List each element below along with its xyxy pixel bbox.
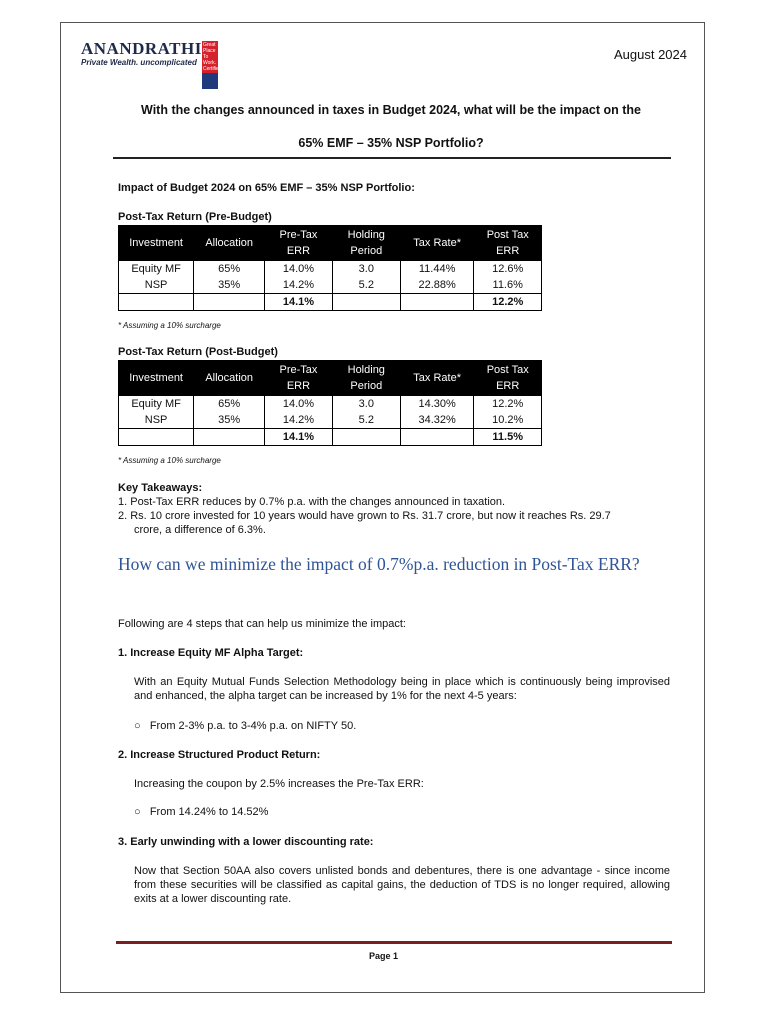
cell: Equity MF — [119, 261, 194, 278]
great-place-to-work-badge — [202, 41, 222, 89]
post-budget-caption: Post-Tax Return (Post-Budget) — [118, 346, 278, 358]
cell: 12.2% — [474, 396, 542, 413]
cell: Equity MF — [119, 396, 194, 413]
total-posttax: 12.2% — [474, 294, 542, 311]
cell: 5.2 — [332, 277, 400, 294]
cell: 22.88% — [400, 277, 474, 294]
col-investment: Investment — [119, 361, 194, 396]
col-holding-period: Holding Period — [332, 361, 400, 396]
cell: 11.44% — [400, 261, 474, 278]
total-posttax: 11.5% — [474, 429, 542, 446]
badge-cert-block — [202, 73, 218, 89]
cell: 34.32% — [400, 412, 474, 429]
title-divider — [113, 157, 671, 159]
badge-line: Certified — [203, 66, 222, 72]
page-number: Page 1 — [368, 951, 399, 961]
takeaways-title: Key Takeaways: — [118, 482, 203, 494]
takeaway-2: 2. Rs. 10 crore invested for 10 years would have grown to Rs. 31.7 crore, but now it reaches Rs. 29.7 — [118, 510, 611, 522]
col-pretax-err: Pre-Tax ERR — [265, 361, 333, 396]
cell: 14.2% — [265, 277, 333, 294]
col-posttax-err: Post Tax ERR — [474, 226, 542, 261]
company-logo — [81, 40, 202, 67]
title-line-1: With the changes announced in taxes in Budget 2024, what will be the impact on the — [141, 103, 641, 117]
bullet-circle-icon: ○ — [134, 806, 150, 818]
post-budget-note: * Assuming a 10% surcharge — [118, 456, 221, 465]
total-pretax: 14.1% — [265, 429, 333, 446]
document-page — [60, 22, 705, 993]
badge-line: Work. — [203, 60, 216, 66]
cell — [194, 294, 265, 311]
col-allocation: Allocation — [194, 361, 265, 396]
total-pretax: 14.1% — [265, 294, 333, 311]
col-investment: Investment — [119, 226, 194, 261]
cell: 65% — [194, 396, 265, 413]
cell: 65% — [194, 261, 265, 278]
cell: 14.0% — [265, 396, 333, 413]
step-1-title: 1. Increase Equity MF Alpha Target: — [118, 647, 304, 659]
cell — [400, 294, 474, 311]
step-3-text: Now that Section 50AA also covers unlisted bonds and debentures, there is one advantage - since income from these securities will be classified as capital gains, the deduction of TDS is no longer required, allowing exits at a lower discounting rate. — [134, 865, 670, 905]
badge-line: Great — [203, 42, 216, 48]
cell: 14.30% — [400, 396, 474, 413]
table-row — [119, 261, 542, 278]
footer-divider — [116, 941, 672, 944]
col-pretax-err: Pre-Tax ERR — [265, 226, 333, 261]
col-posttax-err: Post Tax ERR — [474, 361, 542, 396]
intro-text: Following are 4 steps that can help us minimize the impact: — [118, 618, 406, 630]
table-row — [119, 396, 542, 413]
pre-budget-table — [118, 225, 542, 311]
takeaway-2-cont: crore, a difference of 6.3%. — [134, 524, 266, 536]
cell: 35% — [194, 277, 265, 294]
cell — [119, 429, 194, 446]
cell — [332, 429, 400, 446]
bullet-text: From 14.24% to 14.52% — [149, 806, 269, 818]
cell — [119, 294, 194, 311]
cell: 14.2% — [265, 412, 333, 429]
badge-line: To — [203, 54, 209, 60]
col-tax-rate: Tax Rate* — [400, 226, 474, 261]
col-tax-rate: Tax Rate* — [400, 361, 474, 396]
table-row — [119, 277, 542, 294]
cell: NSP — [119, 277, 194, 294]
table-total-row — [119, 429, 542, 446]
badge-line: Place — [203, 48, 216, 54]
table-header-row — [119, 361, 542, 396]
step-2-bullet — [134, 806, 268, 818]
cell: 12.6% — [474, 261, 542, 278]
table-header-row — [119, 226, 542, 261]
cell: NSP — [119, 412, 194, 429]
cell — [194, 429, 265, 446]
step-1-bullet — [134, 720, 356, 732]
cell — [400, 429, 474, 446]
logo-tagline: Private Wealth. uncomplicated — [81, 58, 197, 67]
cell: 5.2 — [332, 412, 400, 429]
impact-heading: Impact of Budget 2024 on 65% EMF – 35% NSP Portfolio: — [118, 182, 415, 194]
col-holding-period: Holding Period — [332, 226, 400, 261]
col-allocation: Allocation — [194, 226, 265, 261]
pre-budget-caption: Post-Tax Return (Pre-Budget) — [118, 211, 272, 223]
step-2-title: 2. Increase Structured Product Return: — [118, 749, 321, 761]
step-1-text: With an Equity Mutual Funds Selection Methodology being in place which is continuously being improvised and enhanced, the alpha target can be increased by 1% for the next 4-5 years: — [134, 676, 670, 702]
cell: 3.0 — [332, 396, 400, 413]
section-heading: How can we minimize the impact of 0.7%p.a. reduction in Post-Tax ERR? — [118, 554, 640, 574]
takeaway-1: 1. Post-Tax ERR reduces by 0.7% p.a. with the changes announced in taxation. — [118, 496, 506, 508]
logo-name: ANANDRATHI — [81, 39, 202, 58]
report-date: August 2024 — [613, 47, 687, 62]
step-3-title: 3. Early unwinding with a lower discounting rate: — [118, 836, 374, 848]
bullet-circle-icon: ○ — [134, 720, 150, 732]
bullet-text: From 2-3% p.a. to 3-4% p.a. on NIFTY 50. — [149, 720, 357, 732]
title-line-2: 65% EMF – 35% NSP Portfolio? — [298, 136, 484, 150]
step-2-text: Increasing the coupon by 2.5% increases the Pre-Tax ERR: — [134, 778, 424, 790]
pre-budget-note: * Assuming a 10% surcharge — [118, 321, 221, 330]
cell: 10.2% — [474, 412, 542, 429]
cell — [332, 294, 400, 311]
cell: 3.0 — [332, 261, 400, 278]
cell: 35% — [194, 412, 265, 429]
cell: 11.6% — [474, 277, 542, 294]
cell: 14.0% — [265, 261, 333, 278]
table-row — [119, 412, 542, 429]
post-budget-table — [118, 360, 542, 446]
table-total-row — [119, 294, 542, 311]
